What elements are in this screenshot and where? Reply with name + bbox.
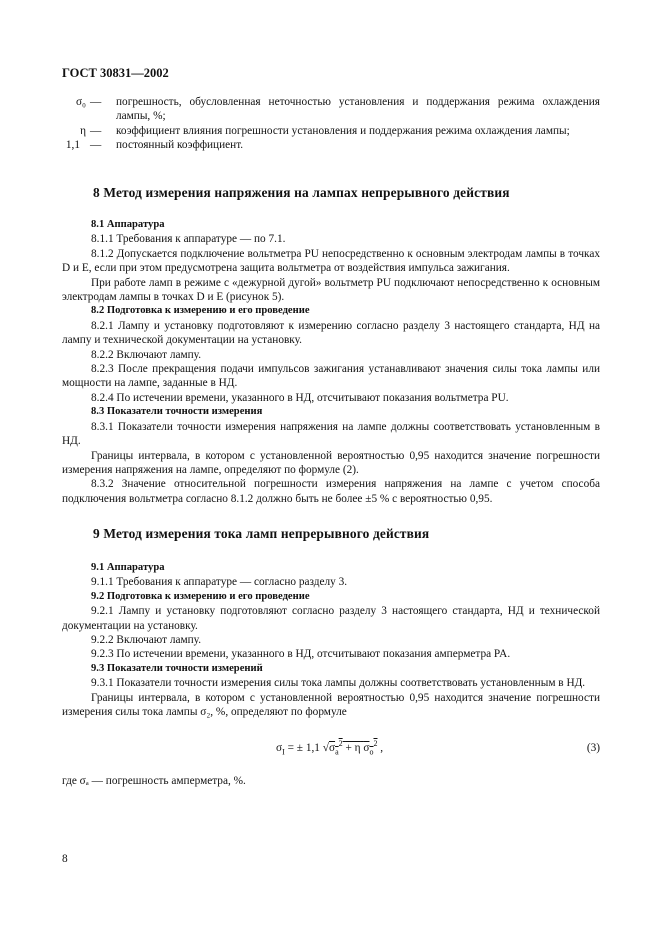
formula-term1-sup: 2 <box>338 739 343 749</box>
subsection-heading: 9.3 Показатели точности измерений <box>91 662 263 674</box>
definition-symbol: 1,1 <box>65 139 80 152</box>
section-9-body <box>62 561 600 719</box>
formula-lhs-sub: I <box>282 747 285 757</box>
paragraph: 8.2.3 После прекращения подачи импульсов зажигания устанавливают значения силы тока лампы или мощности на лампе, заданные в НД. <box>62 363 600 390</box>
paragraph: 8.3.2 Значение относительной погрешности измерения напряжения на лампе с учетом способа подключения вольтметра согласно 8.1.2 должно быть не более ±5 % с вероятностью 0,95. <box>62 478 600 505</box>
formula-tail: , <box>377 742 384 754</box>
paragraph: Границы интервала, в котором с установленной вероятностью 0,95 находится значение погрешности измерения напряжения на лампе, определяют по формуле (2). <box>62 449 600 476</box>
formula-lhs: σ <box>276 742 283 754</box>
formula-term2: σ <box>363 742 370 754</box>
paragraph: 8.1.2 Допускается подключение вольтметра PU непосредственно к основным электродам лампы в точках D и E, если при этом предусмотрена защита вольтметра от воздействия импульса зажигания. <box>62 247 600 275</box>
definition-text: коэффициент влияния погрешности установления и поддержания режима охлаждения лампы; <box>116 124 570 137</box>
document-header: ГОСТ 30831—2002 <box>62 66 169 80</box>
paragraph: 8.1.1 Требования к аппаратуре — по 7.1. <box>91 233 286 246</box>
definition-dash: — <box>90 96 102 108</box>
definition-item <box>62 124 600 138</box>
subsection-heading: 9.1 Аппаратура <box>91 562 165 573</box>
formula-term1: σ <box>328 742 336 754</box>
definition-text: погрешность, обусловленная неточностью установления и поддержания режима охлаждения лампы, %; <box>116 96 600 123</box>
definition-symbol: η <box>80 124 86 137</box>
paragraph: 9.2.2 Включают лампу. <box>91 634 202 647</box>
formula-term2-sub: o <box>369 747 374 757</box>
formula-term2-sup: 2 <box>373 739 378 749</box>
paragraph: При работе ламп в режиме с «дежурной дугой» вольтметр PU подключают непосредственно к основным электродам лампы в точках D и E (рисунок 5). <box>62 276 600 304</box>
definition-dash: — <box>90 139 102 152</box>
formula-plus: + η <box>345 742 361 754</box>
definition-dash: — <box>90 124 102 137</box>
formula-term1-sub: a <box>335 747 339 757</box>
paragraph: 8.2.4 По истечении времени, указанного в НД, отсчитывают показания вольтметра PU. <box>91 391 509 404</box>
formula-expression <box>276 741 383 755</box>
section-9-title: 9 Метод измерения тока ламп непрерывного действия <box>93 526 430 541</box>
formula-eq: = ± 1,1 <box>287 742 320 754</box>
subsection-heading: 8.2 Подготовка к измерению и его проведение <box>91 305 310 317</box>
definitions-list <box>62 95 600 153</box>
section-8-body <box>62 218 600 506</box>
section-8-title: 8 Метод измерения напряжения на лампах непрерывного действия <box>93 185 510 200</box>
definition-text: постоянный коэффициент. <box>116 139 244 152</box>
definition-item <box>62 95 600 124</box>
page-number: 8 <box>62 853 68 865</box>
radicand <box>328 739 378 757</box>
paragraph: 9.2.3 По истечении времени, указанного в НД, отсчитывают показания амперметра PA. <box>91 648 511 661</box>
subsection-heading: 8.1 Аппаратура <box>91 219 165 230</box>
paragraph: 9.2.1 Лампу и установку подготовляют согласно разделу 3 настоящего стандарта, НД и технической документации на установку. <box>62 605 600 632</box>
formula-3 <box>62 741 600 761</box>
paragraph: 9.3.1 Показатели точности измерения силы тока лампы должны соответствовать установленным в НД. <box>91 677 586 690</box>
where-clause: где σₐ — погрешность амперметра, %. <box>62 775 246 787</box>
definition-item <box>62 138 600 152</box>
paragraph: Границы интервала, в котором с установленной вероятностью 0,95 находится значение погрешности измерения силы тока лампы σ₂, %, определяют по формуле <box>62 691 600 719</box>
definition-symbol: σ₀ <box>75 96 86 108</box>
paragraph: 8.2.2 Включают лампу. <box>91 348 202 361</box>
subsection-heading: 9.2 Подготовка к измерению и его проведение <box>91 590 310 602</box>
formula-number: (3) <box>586 742 600 754</box>
sqrt-sign: √ <box>322 742 329 754</box>
paragraph: 9.1.1 Требования к аппаратуре — согласно разделу 3. <box>91 576 348 589</box>
paragraph: 8.2.1 Лампу и установку подготовляют к измерению согласно разделу 3 настоящего стандарта, НД на лампу и технической документации на установку. <box>62 319 600 347</box>
paragraph: 8.3.1 Показатели точности измерения напряжения на лампе должны соответствовать установленным в НД. <box>62 420 600 448</box>
subsection-heading: 8.3 Показатели точности измерения <box>91 406 263 418</box>
